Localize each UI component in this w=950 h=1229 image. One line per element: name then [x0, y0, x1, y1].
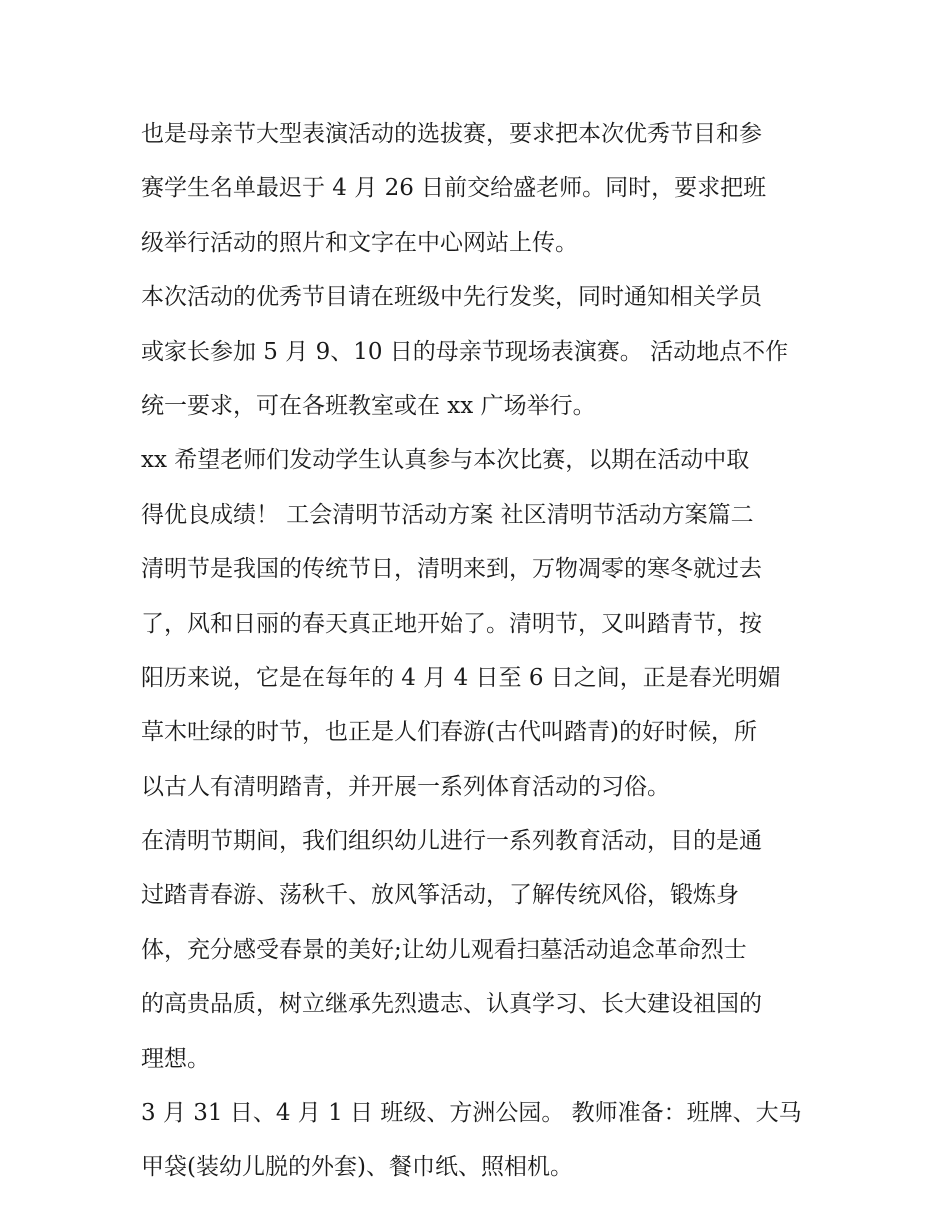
text-line: 清明节是我国的传统节日，清明来到，万物凋零的寒冬就过去	[141, 556, 762, 583]
text-line: 过踏青春游、荡秋千、放风筝活动，了解传统风俗，锻炼身	[141, 882, 739, 909]
text-line: 也是母亲节大型表演活动的选拔赛，要求把本次优秀节目和参	[141, 121, 762, 147]
text-line: 得优良成绩！ 工会清明节活动方案 社区清明节活动方案篇二	[141, 501, 754, 528]
text-line: 或家长参加 5 月 9、10 日的母亲节现场表演赛。 活动地点不作	[141, 338, 789, 365]
text-line: 的高贵品质，树立继承先烈遗志、认真学习、长大建设祖国的	[141, 991, 762, 1018]
text-line: 在清明节期间，我们组织幼儿进行一系列教育活动，目的是通	[141, 828, 762, 855]
text-line: xx 希望老师们发动学生认真参与本次比赛，以期在活动中取	[141, 447, 750, 474]
text-line: 了，风和日丽的春天真正地开始了。清明节，又叫踏青节，按	[141, 610, 762, 637]
text-line: 本次活动的优秀节目请在班级中先行发奖，同时通知相关学员	[141, 284, 762, 311]
text-line: 草木吐绿的时节，也正是人们春游(古代叫踏青)的好时候，所	[141, 719, 757, 746]
text-line: 统一要求，可在各班教室或在 xx 广场举行。	[141, 392, 596, 419]
text-line: 阳历来说，它是在每年的 4 月 4 日至 6 日之间，正是春光明媚	[141, 664, 781, 691]
text-line: 理想。	[141, 1045, 210, 1072]
text-line: 级举行活动的照片和文字在中心网站上传。	[141, 229, 578, 256]
text-line: 以古人有清明踏青，并开展一系列体育活动的习俗。	[141, 773, 670, 800]
text-line: 赛学生名单最迟于 4 月 26 日前交给盛老师。同时，要求把班	[141, 175, 767, 202]
text-line: 甲袋(装幼儿脱的外套)、餐巾纸、照相机。	[141, 1154, 573, 1181]
text-line: 体，充分感受春景的美好;让幼儿观看扫墓活动追念革命烈士	[141, 936, 747, 963]
text-line: 3 月 31 日、4 月 1 日 班级、方洲公园。 教师准备：班牌、大马	[141, 1100, 802, 1127]
body-text	[141, 107, 821, 1195]
